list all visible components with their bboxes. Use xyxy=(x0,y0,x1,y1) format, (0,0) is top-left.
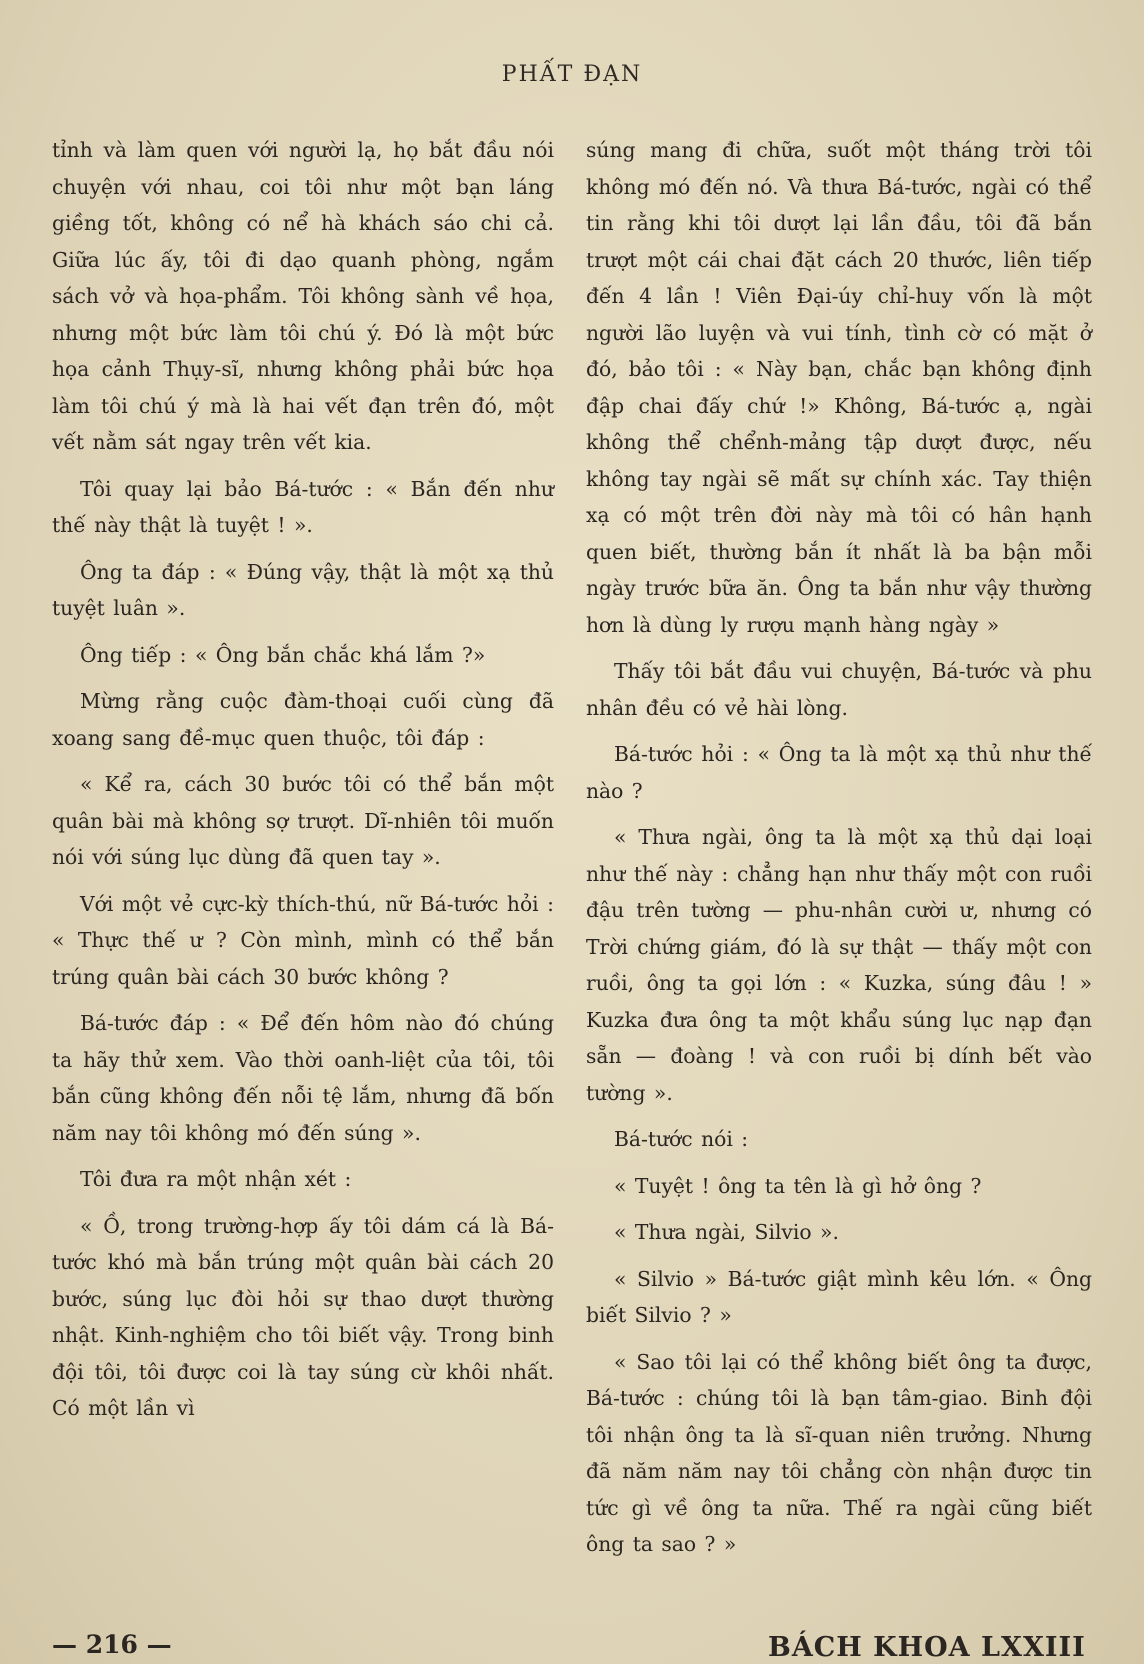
paragraph: Bá-tước nói : xyxy=(614,1127,749,1151)
paragraph: « Thưa ngài, Silvio ». xyxy=(614,1220,839,1244)
paragraph: « Kể ra, cách 30 bước tôi có thể bắn một quân bài mà không sợ trượt. Dĩ-nhiên tôi muốn nói với súng lục dùng đã quen tay ». xyxy=(52,772,554,869)
paragraph: Bá-tước hỏi : « Ông ta là một xạ thủ như thế nào ? xyxy=(586,742,1092,803)
paragraph: Ông tiếp : « Ông bắn chắc khá lắm ?» xyxy=(80,642,486,667)
paragraph: súng mang đi chữa, suốt một tháng trời tôi không mó đến nó. Và thưa Bá-tước, ngài có thể tin rằng khi tôi dượt lại lần đầu, tôi đã bắn trượt một cái chai đặt cách 20 thước, liên tiếp đến 4 lần ! Viên Đại-úy chỉ-huy vốn là một người lão luyện và vui tính, tình cờ có mặt ở đó, bảo tôi : « Này bạn, chắc bạn không định đập chai đấy chứ !» Không, Bá-tước ạ, ngài không thể chểnh-mảng tập dượt được, nếu không tay ngài sẽ mất sự chính xác. Tay thiện xạ có một trên đời này mà tôi có hân hạnh quen biết, thường bắn ít nhất là ba bận mỗi ngày trước bữa ăn. Ông ta bắn như vậy thường hơn là dùng ly rượu mạnh hàng ngày » xyxy=(586,138,1092,637)
paragraph: Mừng rằng cuộc đàm-thoại cuối cùng đã xoang sang đề-mục quen thuộc, tôi đáp : xyxy=(52,689,554,750)
paragraph: « Tuyệt ! ông ta tên là gì hở ông ? xyxy=(614,1173,982,1198)
page-number: — 216 — xyxy=(52,1630,172,1659)
paragraph: Tôi quay lại bảo Bá-tước : « Bắn đến như thế này thật là tuyệt ! ». xyxy=(52,476,554,537)
paragraph: « Silvio » Bá-tước giật mình kêu lớn. « Ông biết Silvio ? » xyxy=(586,1266,1092,1327)
publication-title: BÁCH KHOA LXXIII xyxy=(768,1632,1086,1663)
paragraph: Thấy tôi bắt đầu vui chuyện, Bá-tước và phu nhân đều có vẻ hài lòng. xyxy=(586,659,1092,720)
paragraph: tỉnh và làm quen với người lạ, họ bắt đầu nói chuyện với nhau, coi tôi như một bạn láng giềng tốt, không có nể hà khách sáo chi cả. Giữa lúc ấy, tôi đi dạo quanh phòng, ngắm sách vở và họa-phẩm. Tôi không sành về họa, nhưng một bức làm tôi chú ý. Đó là một bức họa cảnh Thụy-sĩ, nhưng không phải bức họa làm tôi chú ý mà là hai vết đạn trên đó, một vết nằm sát ngay trên vết kia. xyxy=(52,138,554,454)
right-column xyxy=(586,132,1092,1573)
paragraph: Với một vẻ cực-kỳ thích-thú, nữ Bá-tước hỏi : « Thực thế ư ? Còn mình, mình có thể bắn trúng quân bài cách 30 bước không ? xyxy=(52,891,554,989)
paragraph: « Thưa ngài, ông ta là một xạ thủ dại loại như thế này : chẳng hạn như thấy một con ruồi đậu trên tường — phu-nhân cười ư, nhưng có Trời chứng giám, đó là sự thật — thấy một con ruồi, ông ta gọi lớn : « Kuzka, súng đâu ! » Kuzka đưa ông ta một khẩu súng lục nạp đạn sẵn — đoàng ! và con ruồi bị dính bết vào tường ». xyxy=(586,825,1092,1105)
paragraph: « Ồ, trong trường-hợp ấy tôi dám cá là Bá-tước khó mà bắn trúng một quân bài cách 20 bước, súng lục đòi hỏi sự thao dượt thường nhật. Kinh-nghiệm cho tôi biết vậy. Trong binh đội tôi, tôi được coi là tay súng cừ khôi nhất. Có một lần vì xyxy=(52,1213,554,1420)
left-column xyxy=(52,132,554,1437)
running-head: PHẤT ĐẠN xyxy=(501,62,643,87)
paragraph: Ông ta đáp : « Đúng vậy, thật là một xạ thủ tuyệt luân ». xyxy=(52,559,554,620)
paragraph: Bá-tước đáp : « Để đến hôm nào đó chúng ta hãy thử xem. Vào thời oanh-liệt của tôi, tôi bắn cũng không đến nỗi tệ lắm, nhưng đã bốn năm nay tôi không mó đến súng ». xyxy=(52,1011,554,1145)
paragraph: Tôi đưa ra một nhận xét : xyxy=(80,1167,352,1191)
paragraph: « Sao tôi lại có thể không biết ông ta được, Bá-tước : chúng tôi là bạn tâm-giao. Binh đội tôi nhận ông ta là sĩ-quan niên trưởng. Nhưng đã năm năm nay tôi chẳng còn nhận được tin tức gì về ông ta nữa. Thế ra ngài cũng biết ông ta sao ? » xyxy=(586,1349,1092,1556)
